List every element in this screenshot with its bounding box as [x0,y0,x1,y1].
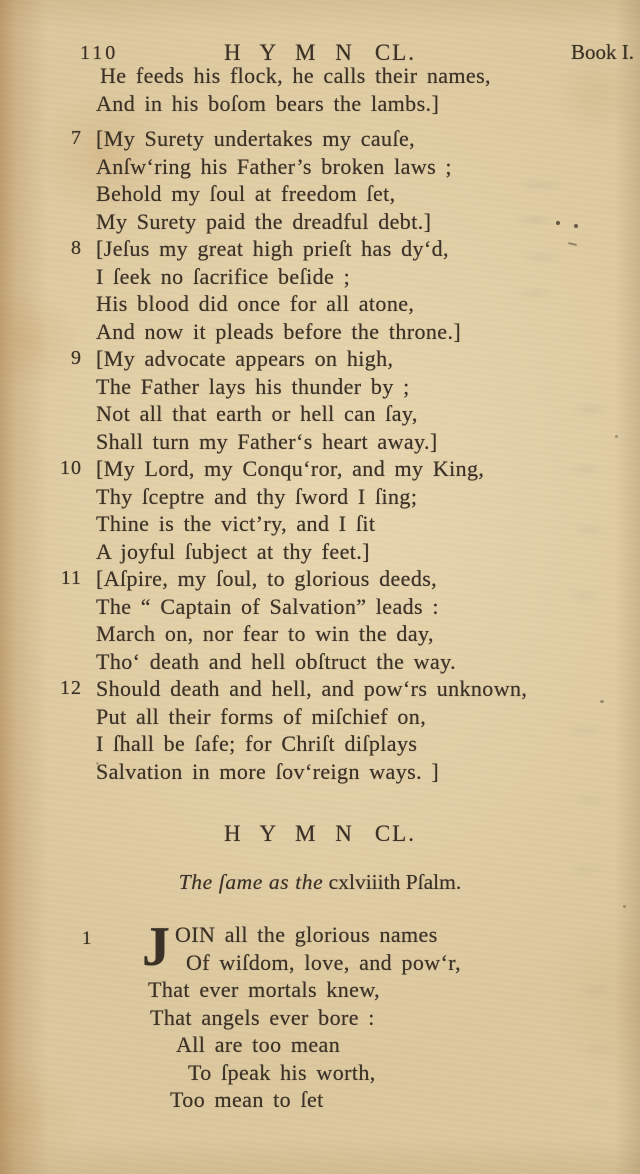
verse-number: 1 [82,928,92,949]
verse-line: Put all their forms of miſchief on, [96,703,427,729]
verse-9 [0,345,640,455]
book-reference: Book I. [571,40,634,64]
verse-12 [0,675,640,785]
verse-line: [My Surety undertakes my cauſe, [96,126,416,151]
verse-line: Salvation in more ſov‘reign ways. ] [96,758,440,784]
verse-line: Thine is the vict’ry, and I ſit [96,511,376,536]
hymn-heading-numeral: CL. [374,821,416,846]
verse-7 [0,125,640,235]
verse-line: Not all that earth or hell can ſay, [96,401,418,426]
first-hymn-body [0,62,640,785]
verse-line: Behold my ſoul at freedom ſet, [96,181,396,206]
running-head [0,0,640,65]
verse-continuation [96,62,640,117]
verse-line: March on, nor fear to win the day, [96,621,434,646]
verse-line: To ſpeak his worth, [188,1059,376,1085]
verse-line: [My advocate appears on high, [96,346,394,371]
verse-number: 8 [71,237,82,259]
verse-number: 7 [71,127,82,149]
verse-line: That angels ever bore : [150,1004,375,1030]
verse-line: And now it pleads before the throne.] [96,318,462,344]
verse-line: [Jeſus my great high prieſt has dy‘d, [96,236,449,261]
verse-number: 9 [71,347,82,369]
verse-11 [0,565,640,675]
dropcap-initial: J [142,916,171,978]
verse-line: That ever mortals knew, [148,977,381,1002]
verse-line: [Aſpire, my ſoul, to glorious deeds, [96,566,438,591]
verse-number: 12 [60,677,82,699]
ink-speck [600,700,604,703]
verse-number: 11 [60,567,82,589]
verse-10 [0,455,640,565]
page-title-hymn: H Y M N [224,40,359,65]
verse-line: Anſw‘ring his Father’s broken laws ; [96,153,452,179]
verse-line: The Father lays his thunder by ; [96,373,410,399]
verse-line: All are too mean [176,1032,341,1057]
stanza-1 [82,916,640,1114]
verse-number: 10 [60,457,82,479]
verse-line: A joyful ſubject at thy feet.] [96,538,370,564]
verse-line: And in his boſom bears the lambs.] [96,90,440,116]
ink-speck [623,905,626,908]
hymn-subtitle-roman: cxlviiith Pſalm. [328,870,462,894]
verse-line: His blood did once for all atone, [96,291,415,316]
verse-line: Tho‘ death and hell obſtruct the way. [96,648,456,674]
ink-speck [574,224,578,228]
verse-line: [My Lord, my Conqu‘ror, and my King, [96,456,485,481]
page-title-numeral: CL. [374,40,416,65]
verse-line: The “ Captain of Salvation” leads : [96,593,439,619]
verse-line: Shall turn my Father‘s heart away.] [96,428,438,454]
ink-speck [615,435,618,438]
hymn-subtitle [0,870,640,895]
verse-line: I ſhall be ſafe; for Chriſt diſplays [96,731,418,756]
ink-speck [96,762,99,765]
hymn-heading [0,821,640,847]
verse-line: Should death and hell, and pow‘rs unknown, [96,676,528,701]
verse-line: Too mean to ſet [170,1087,324,1112]
ink-speck [556,221,560,225]
hymn-subtitle-italic: The ſame as the [178,870,324,894]
verse-line: My Surety paid the dreadful debt.] [96,208,432,234]
page-number: 110 [80,42,119,64]
hymn-heading-word: H Y M N [224,821,359,846]
verse-line: I ſeek no ſacrifice beſide ; [96,263,351,289]
verse-line: Thy ſceptre and thy ſword I ſing; [96,483,418,509]
verse-line: Of wiſdom, love, and pow‘r, [186,949,462,975]
verse-line: OIN all the glorious names [175,922,438,947]
verse-8 [0,235,640,345]
verse-line: He feeds his flock, he calls their names, [100,63,491,88]
